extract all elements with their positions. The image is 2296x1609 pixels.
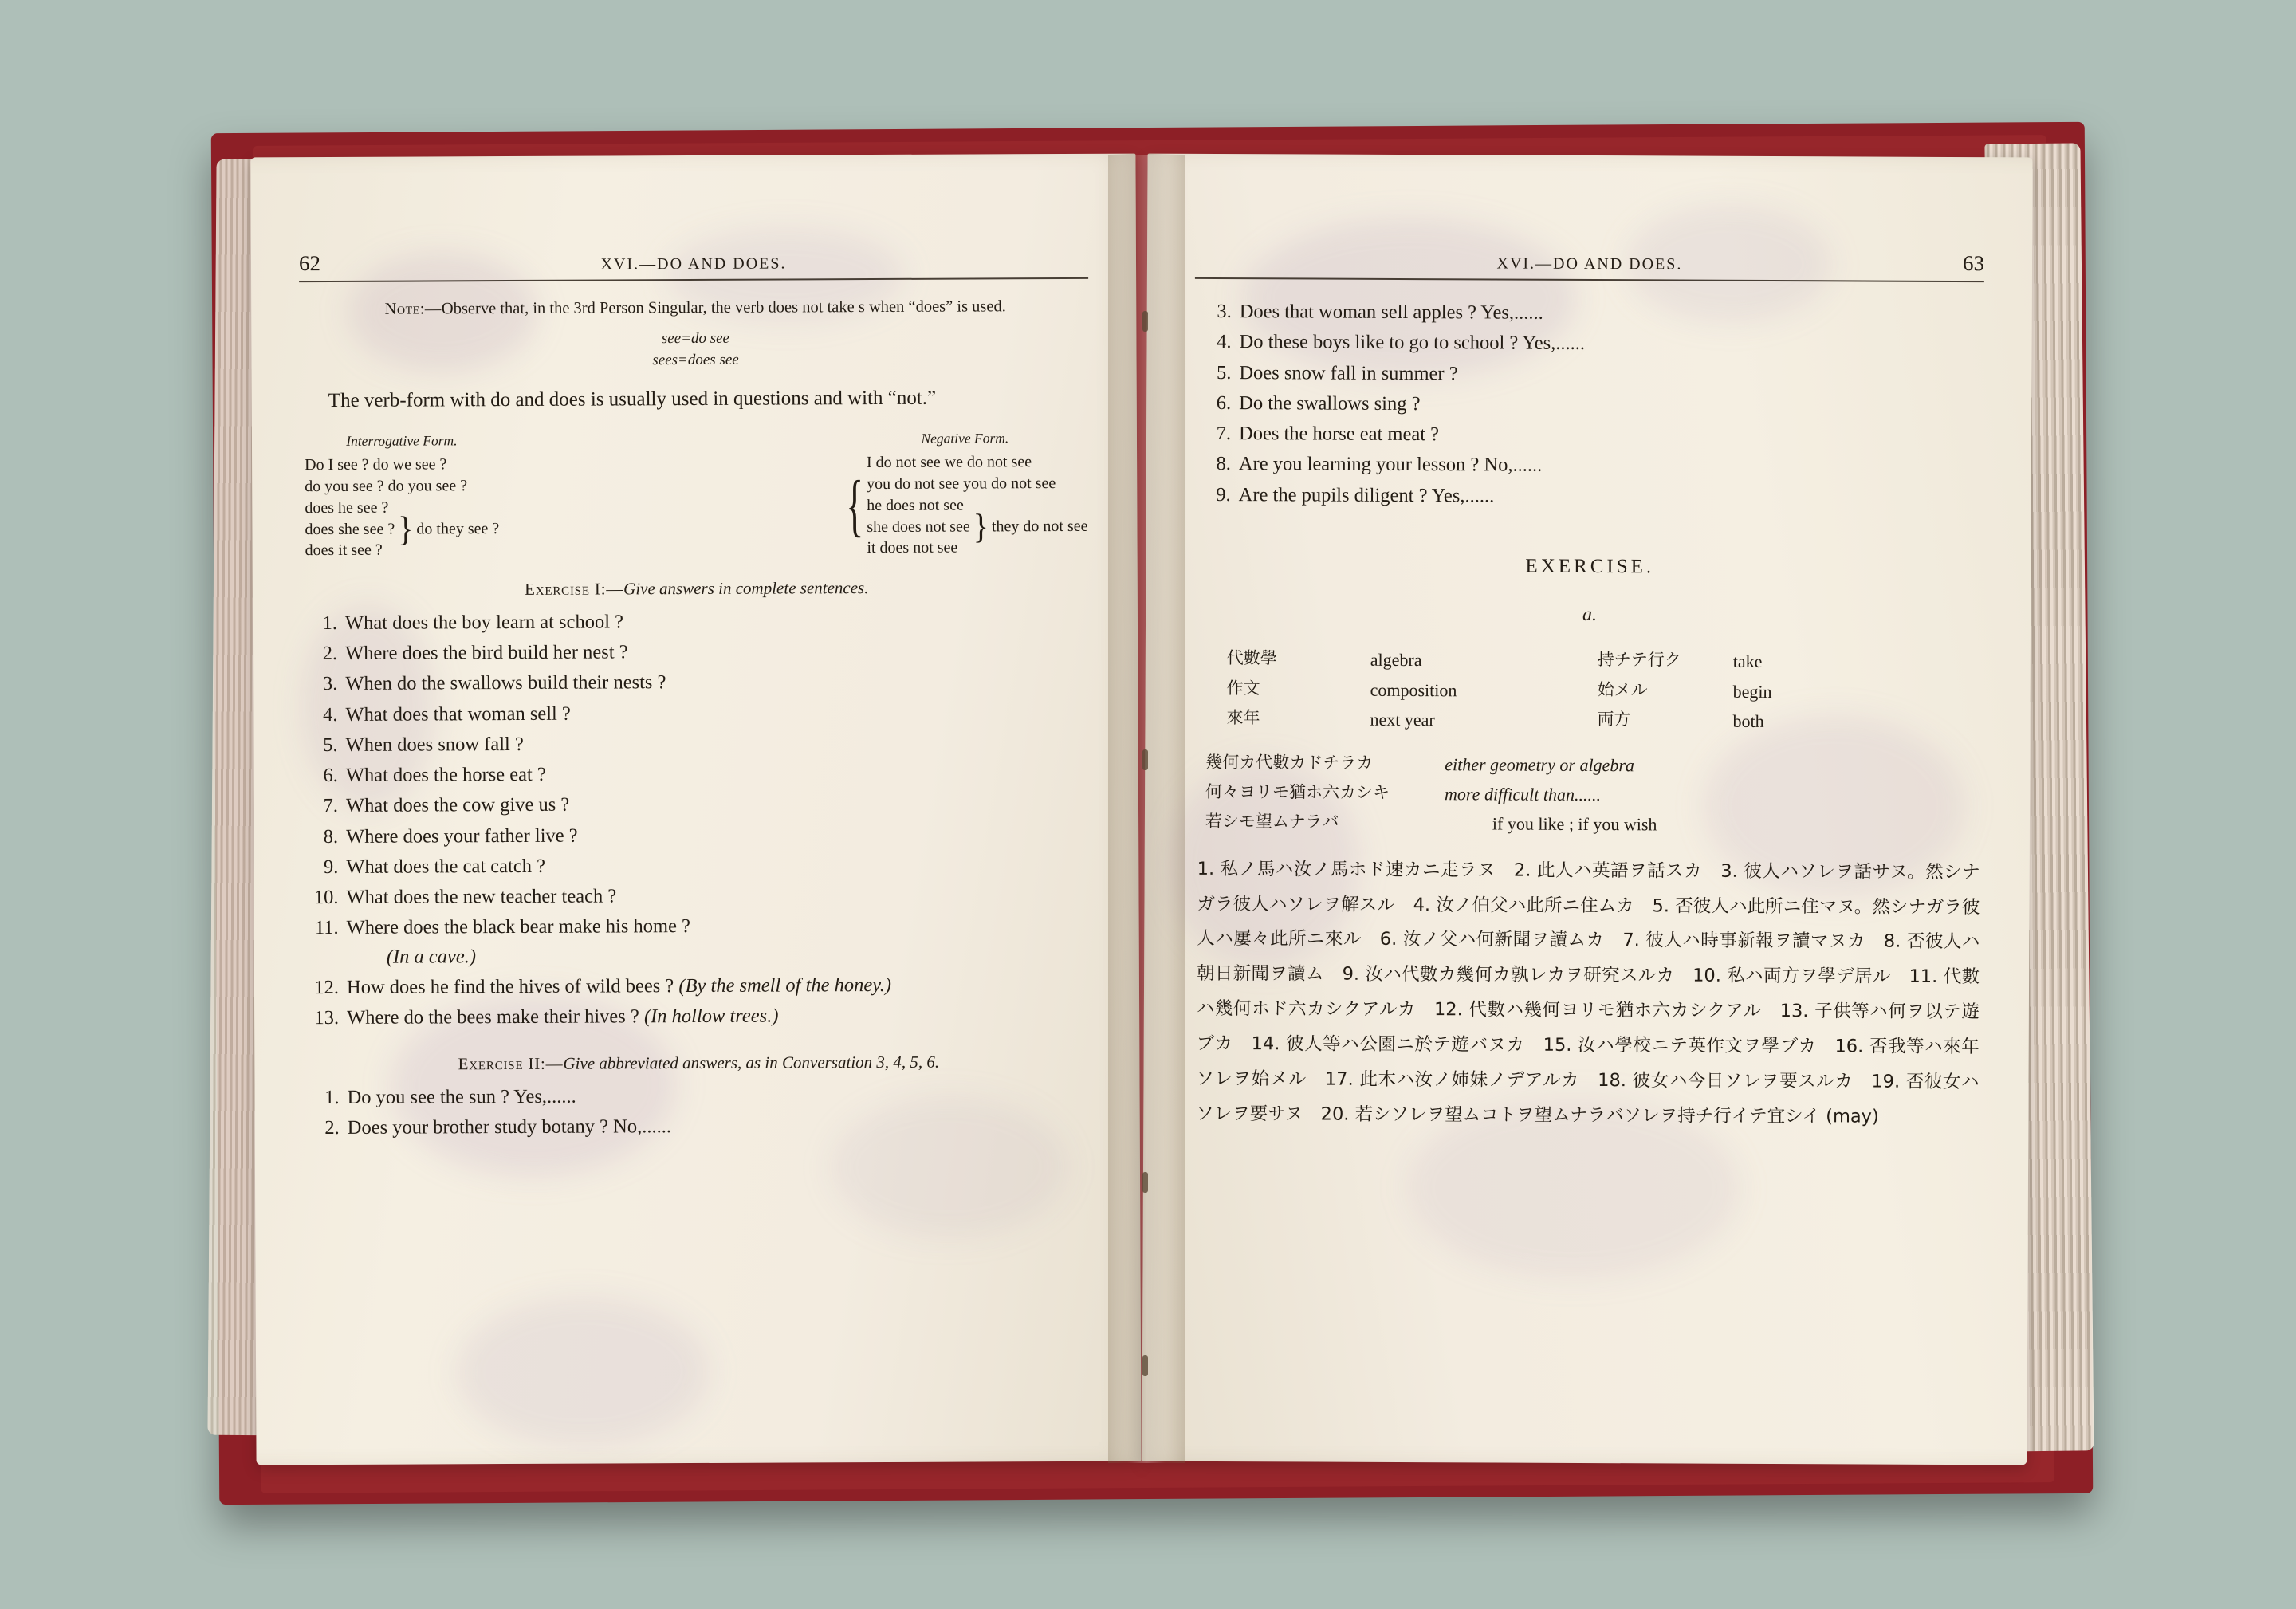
negative-row: it does not see — [867, 538, 958, 557]
vocab-japanese: 來年 — [1226, 708, 1260, 728]
list-item — [1196, 328, 1985, 360]
interrogative-row: does it see ? — [305, 541, 383, 560]
negative-row: you do not see you do not see — [867, 474, 1056, 493]
interrogative-brace-icon: } — [398, 509, 414, 549]
equation-1: see=do see — [661, 329, 730, 347]
vocab-japanese: 幾何カ代數カドチラカ — [1205, 752, 1374, 773]
question-text: Does the horse eat meat ? — [1238, 423, 1440, 446]
list-item: 2. Does your brother study botany ? No,...... — [305, 1111, 1094, 1143]
vocabulary-phrase-row — [1205, 748, 1960, 781]
vocab-japanese: 代數學 — [1226, 648, 1277, 668]
exercise-2-label: Exercise II:— — [458, 1054, 564, 1074]
vocab-japanese: 若シモ望ムナラバ — [1205, 812, 1339, 832]
interrogative-row: do you see ? do you see ? — [305, 477, 468, 496]
answer-hint: (By the smell of the honey.) — [678, 974, 892, 997]
list-item: 2. Where does the bird build her nest ? — [302, 636, 1091, 669]
vocabulary-phrases — [1205, 748, 1960, 840]
item-number: 3. — [1217, 300, 1232, 323]
vocab-english: composition — [1370, 679, 1457, 701]
section-letter: a. — [1582, 604, 1598, 626]
interrogative-column — [305, 431, 500, 561]
list-item — [1196, 389, 1985, 422]
grammar-note — [321, 296, 1069, 321]
list-item — [1196, 419, 1985, 452]
negative-column — [843, 428, 1088, 559]
negative-brace-icon: } — [973, 506, 989, 546]
question-text: When does snow fall ? — [345, 733, 524, 756]
conjugation-table — [305, 428, 1088, 561]
exercise-2-header — [304, 1050, 1093, 1077]
vocabulary-row — [1226, 704, 1960, 737]
question-text: Where does the black bear make his home ? — [346, 915, 690, 939]
vocab-english: more difficult than...... — [1445, 784, 1602, 804]
question-text: Are the pupils diligent ? Yes,...... — [1238, 483, 1495, 506]
list-item: 12. How does he find the hives of wild bees ? (By the smell of the honey.) — [314, 974, 892, 998]
binding-stitch — [1142, 1172, 1148, 1193]
note-text: Observe that, in the 3rd Person Singular, the verb does not take s when “does” is used. — [441, 297, 1006, 318]
question-text: Does your brother study botany ? No,...... — [347, 1115, 672, 1139]
question-text: What does the horse eat ? — [345, 763, 546, 787]
question-text: Where does the bird build her nest ? — [345, 641, 628, 665]
left-folio: 62 — [298, 251, 321, 276]
continued-question-list — [1196, 297, 1986, 513]
negative-row: he does not see — [867, 496, 964, 514]
interrogative-brace-label: do they see ? — [416, 519, 500, 538]
left-page-body — [301, 296, 1094, 1145]
question-text: Do these boys like to go to school ? Yes,...... — [1239, 331, 1586, 355]
item-number: 6. — [1216, 391, 1232, 414]
open-book — [191, 112, 2105, 1515]
list-item: 13. Where do the bees make their hives ? (In hollow trees.) — [314, 1005, 779, 1029]
list-item: 1. Do you see the sun ? Yes,...... — [304, 1080, 1093, 1113]
interrogative-heading: Interrogative Form. — [346, 432, 458, 450]
vocabulary-row — [1227, 675, 1960, 707]
list-item: 9. What does the cat catch ? — [303, 850, 1092, 883]
list-item — [1196, 480, 1985, 513]
exercise-1-header — [302, 576, 1091, 603]
question-text: Are you learning your lesson ? No,...... — [1238, 453, 1543, 476]
vocabulary-phrase-row — [1205, 778, 1960, 812]
exercise-2-list — [304, 1080, 1093, 1143]
answer-hint: (In hollow trees.) — [643, 1005, 779, 1028]
answer-hint: (In a cave.) — [386, 945, 477, 968]
exercise-1-list — [302, 606, 1093, 1033]
binding-stitch — [1142, 1355, 1148, 1376]
vocab-japanese: 両方 — [1597, 710, 1631, 730]
negative-outer-brace-icon: { — [845, 466, 864, 544]
question-text: What does the new teacher teach ? — [346, 885, 617, 909]
list-item: 11. Where does the black bear make his home ? (In a cave.) — [304, 911, 1093, 972]
question-text: Where do the bees make their hives ? — [347, 1005, 639, 1029]
vocab-japanese: 持チテ行ク — [1597, 650, 1681, 670]
right-page — [1142, 154, 2032, 1465]
list-item: 4. What does that woman sell ? — [302, 697, 1091, 730]
exercise-2-title: Give abbreviated answers, as in Conversation 3, 4, 5, 6. — [563, 1052, 940, 1074]
right-page-body — [1193, 296, 1986, 1135]
item-number: 7. — [1216, 422, 1232, 445]
left-running-head — [299, 248, 1088, 283]
vocab-english: algebra — [1370, 650, 1422, 671]
vocabulary-row — [1227, 644, 1960, 677]
left-running-title: XVI.—DO AND DOES. — [600, 254, 787, 273]
list-item: 8. Where does your father live ? — [303, 819, 1092, 852]
vocabulary-table — [1226, 644, 1960, 737]
negative-row: she does not see — [867, 517, 970, 536]
vocab-japanese: 何々ヨリモ猶ホ六カシキ — [1205, 781, 1390, 802]
vocab-english: both — [1732, 710, 1764, 732]
binding-stitch — [1142, 749, 1148, 770]
negative-heading: Negative Form. — [921, 430, 1009, 447]
left-head-rule — [299, 277, 1088, 282]
note-label: Note:— — [384, 300, 442, 318]
left-page — [250, 154, 1141, 1465]
exercise-heading: EXERCISE. — [1525, 555, 1655, 578]
list-item: 6. What does the horse eat ? — [303, 758, 1092, 791]
vocabulary-phrase-row — [1205, 808, 1960, 841]
vocab-english: either geometry or algebra — [1445, 753, 1634, 775]
question-text: What does the boy learn at school ? — [344, 611, 624, 634]
right-running-head — [1195, 248, 1984, 283]
binding-stitch — [1142, 311, 1148, 332]
item-number: 5. — [1216, 361, 1232, 384]
question-text: Do you see the sun ? Yes,...... — [347, 1085, 576, 1109]
japanese-exercise-text: 1. 私ノ馬ハ汝ノ馬ホド速カニ走ラヌ 2. 此人ハ英語ヲ話スカ 3. 彼人ハソレヲ話サヌ。然シナガラ彼人ハソレヲ解スル 4. 汝ノ伯父ハ此所ニ住ムカ 5. 否彼人ハ此所ニ住マヌ。然シナガラ彼人ハ屢々此所ニ來ル 6. 汝ノ父ハ何新聞ヲ讀ムカ 7. 彼人ハ時事新報ヲ讀マヌカ 8. 否彼人ハ朝日新聞ヲ讀ム 9. 汝ハ代數カ幾何カ孰レカヲ研究スルカ 10. 私ハ両方ヲ學デ居ル 11. 代數ハ幾何ホド六カシクアルカ 12. 代數ハ幾何ヨリモ猶ホ六カシクアル 13. 子供等ハ何ヲ以テ遊ブカ 14. 彼人等ハ公園ニ於テ遊バヌカ 15. 汝ハ學校ニテ英作文ヲ學ブカ 16. 否我等ハ來年ソレヲ始メル 17. 此木ハ汝ノ姉妹ノデアルカ 18. 彼女ハ今日ソレヲ要スルカ 19. 否彼女ハソレヲ要サヌ 20. 若シソレヲ望ムコトヲ望ムナラバソレヲ持チ行イテ宜シイ (may) — [1196, 858, 1980, 1127]
list-item — [1197, 297, 1986, 330]
interrogative-row: Do I see ? do we see ? — [305, 455, 447, 474]
question-text: When do the swallows build their nests ? — [345, 671, 666, 695]
equation-2: sees=does see — [652, 351, 739, 369]
list-item — [1196, 450, 1985, 482]
list-item: 1. What does the boy learn at school ? — [302, 606, 1091, 639]
item-number: 8. — [1216, 453, 1231, 475]
vocab-english: begin — [1732, 681, 1772, 702]
item-number: 4. — [1217, 331, 1232, 353]
list-item: 3. When do the swallows build their nests ? — [302, 667, 1091, 699]
right-running-title: XVI.—DO AND DOES. — [1496, 254, 1683, 273]
question-text: What does the cat catch ? — [346, 855, 546, 878]
negative-brace-label: they do not see — [991, 517, 1088, 536]
vocab-english: next year — [1370, 709, 1435, 730]
lead-paragraph: The verb-form with do and does is usually used in questions and with “not.” — [328, 387, 937, 411]
interrogative-row: does she see ? — [305, 520, 395, 538]
vocab-japanese: 作文 — [1226, 678, 1260, 698]
negative-row: I do not see we do not see — [866, 453, 1032, 472]
interrogative-row: does he see ? — [305, 498, 389, 517]
question-text: Does snow fall in summer ? — [1239, 361, 1458, 384]
vocab-english: take — [1732, 651, 1763, 672]
question-text: Where does your father live ? — [346, 824, 578, 848]
list-item: 5. When does snow fall ? — [303, 728, 1092, 761]
item-number: 9. — [1216, 483, 1231, 506]
question-text: What does that woman sell ? — [345, 702, 571, 726]
list-item: 7. What does the cow give us ? — [303, 789, 1092, 821]
exercise-1-label: Exercise I:— — [525, 579, 624, 600]
vocab-japanese: 始メル — [1597, 679, 1648, 700]
right-head-rule — [1195, 277, 1984, 282]
vocab-english: if you like ; if you wish — [1492, 813, 1657, 835]
right-folio: 63 — [1962, 251, 1985, 276]
question-text: Do the swallows sing ? — [1239, 391, 1421, 415]
list-item: 10. What does the new teacher teach ? — [303, 880, 1092, 913]
exercise-1-title: Give answers in complete sentences. — [623, 578, 869, 599]
question-text: Does that woman sell apples ? Yes,...... — [1239, 301, 1543, 324]
equation-block — [301, 326, 1090, 373]
question-text: How does he find the hives of wild bees ? — [346, 975, 674, 998]
list-item — [1196, 358, 1985, 391]
question-text: What does the cow give us ? — [345, 794, 570, 817]
